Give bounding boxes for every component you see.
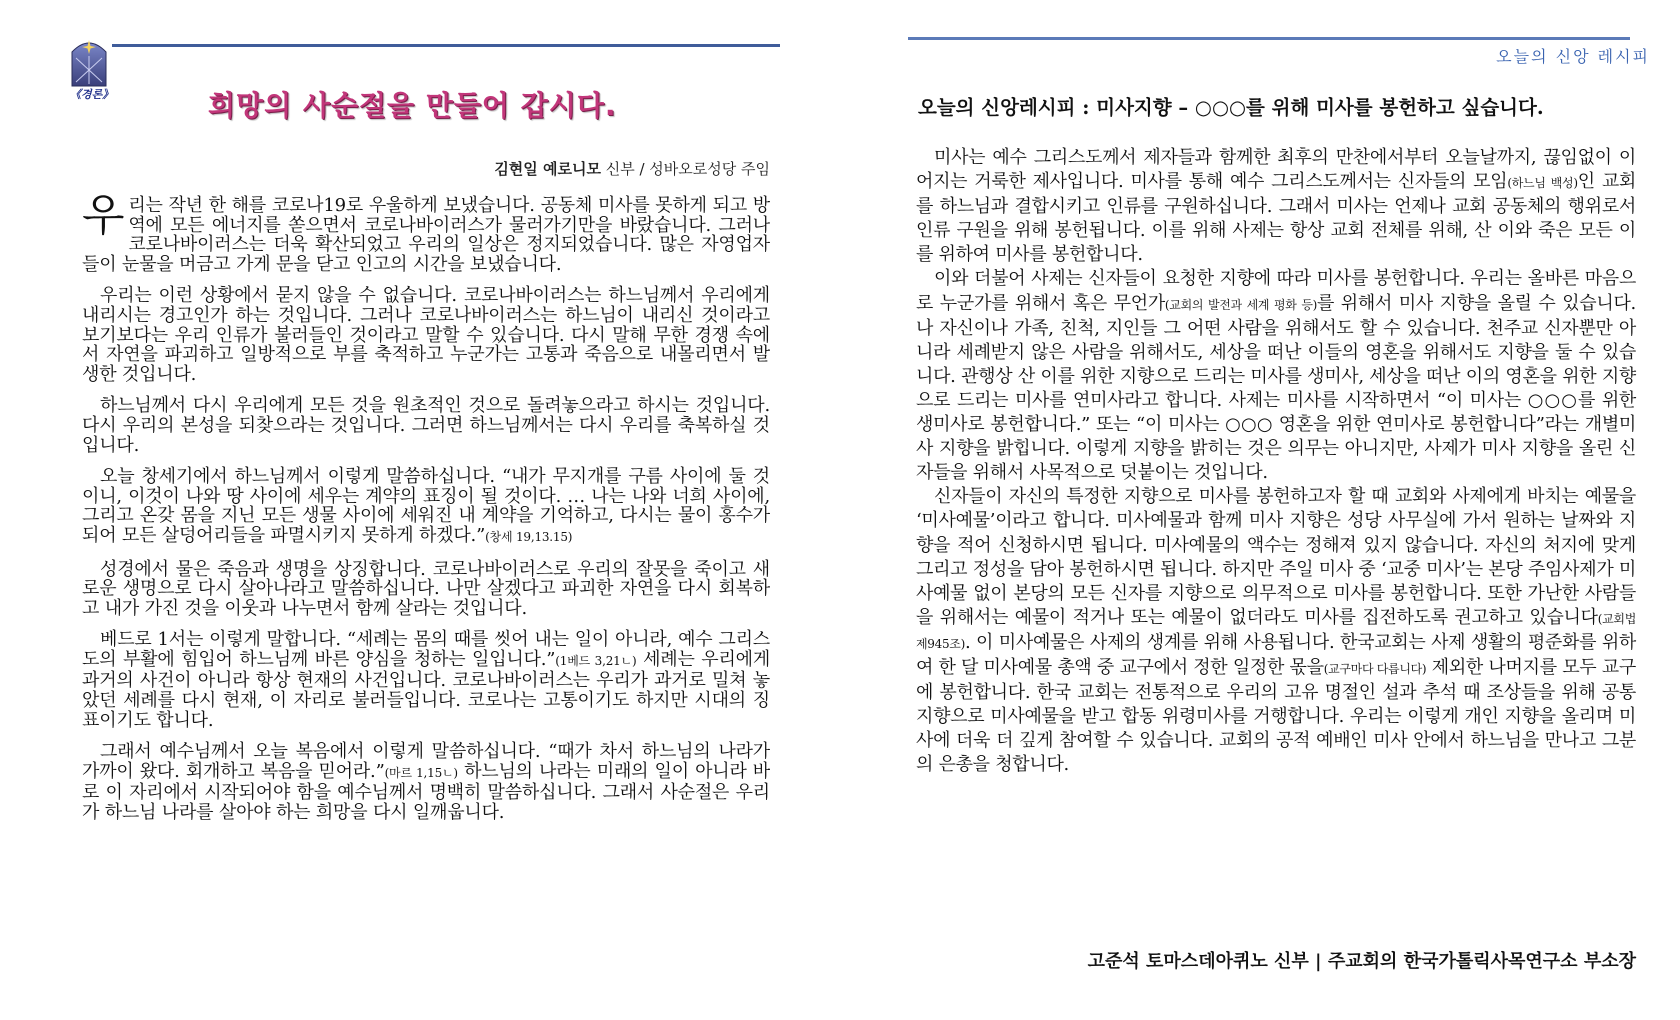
logo-caption: 《경론》 xyxy=(70,88,114,101)
paragraph: 하느님께서 다시 우리에게 모든 것을 원초적인 것으로 돌려놓으라고 하시는 것입니다. 다시 우리의 본성을 되찾으라는 것입니다. 그러면 하느님께서는 다시 우리를 축복하실 것입니다. xyxy=(82,395,770,456)
author-role: 신부 / 성바오로성당 주임 xyxy=(600,160,770,178)
paragraph-text: 이와 더불어 사제는 신자들이 요청한 지향에 따라 미사를 봉헌합니다. 우리는 올바른 마음으로 누군가를 위해서 혹은 무언가 xyxy=(916,268,1636,314)
inline-note: (교회의 발전과 세계 평화 등) xyxy=(1164,297,1318,312)
column-title: 오늘의 신앙레시피 : 미사지향 – ○○○를 위해 미사를 봉헌하고 싶습니다. xyxy=(918,96,1544,119)
church-logo xyxy=(68,34,110,94)
paragraph-text: . 이 미사예물은 사제의 생계를 위해 사용됩니다. 한국교회는 사제 생활의 평준화를 위하여 한 달 미사예물 총액 중 교구에서 정한 일정한 몫을 xyxy=(916,631,1636,678)
paragraph xyxy=(916,267,1636,485)
paragraph-text: 베드로 1서는 이렇게 말합니다. “세례는 몸의 때를 씻어 내는 일이 아니라, 예수 그리스도의 부활에 힘입어 하느님께 바른 양심을 청하는 일입니다.” xyxy=(82,629,770,670)
paragraph-text: 를 위해서 미사 지향을 올릴 수 있습니다. 나 자신이나 가족, 친척, 지인들 그 어떤 사람을 위해서도 할 수 있습니다. 천주교 신자뿐만 아니라 세례받지 않은 사람을 위해서도, 세상을 떠난 이들의 영혼을 위해서도 지향을 둘 수 있습니다. 관행상 산 이를 위한 지향으로 드리는 미사를 생미사, 세상을 떠난 이의 영혼을 위한 지향으로 드리는 미사를 연미사라고 합니다. 사제는 미사를 시작하면서 “이 미사는 ○○○를 위한 생미사로 봉헌합니다.” 또는 “이 미사는 ○○○ 영혼을 위한 연미사로 봉헌합니다”라는 개별미사 지향을 밝힙니다. 이렇게 지향을 밝히는 것은 의무는 아니지만, 사제가 미사 지향을 올린 신자들을 위해서 사목적으로 덧붙이는 것입니다. xyxy=(916,292,1637,484)
header-rule xyxy=(908,37,1630,40)
paragraph-text: 리는 작년 한 해를 코로나19로 우울하게 보냈습니다. 공동체 미사를 못하게 되고 방역에 모든 에너지를 쏟으면서 코로나바이러스가 물러가기만을 바랐습니다. 그러나 코로나바이러스는 더욱 확산되었고 우리의 일상은 정지되었습니다. 많은 자영업자들이 눈물을 머금고 가게 문을 닫고 인고의 시간을 보냈습니다. xyxy=(82,195,770,275)
scripture-reference: (마르 1,15ㄴ) xyxy=(384,765,458,780)
paragraph-text: 신자들이 자신의 특정한 지향으로 미사를 봉헌하고자 할 때 교회와 사제에게 바치는 예물을 ‘미사예물’이라고 합니다. 미사예물과 함께 미사 지향은 성당 사무실에 가서 원하는 날짜와 지향을 적어 신청하시면 됩니다. 미사예물의 액수는 정해져 있지 않습니다. 자신의 처지에 맞게 그리고 정성을 담아 봉헌하시면 됩니다. 하지만 주일 미사 중 ‘교중 미사’는 본당 주임사제가 미사예물 없이 본당의 모든 신자를 지향으로 의무적으로 미사를 봉헌합니다. 또한 가난한 사람들을 위해서는 예물이 적거나 또는 예물이 없더라도 미사를 집전하도록 권고하고 있습니다 xyxy=(916,486,1636,628)
column-author: 고준석 토마스데아퀴노 신부 | 주교회의 한국가톨릭사목연구소 부소장 xyxy=(1087,951,1636,972)
header-rule xyxy=(112,44,780,47)
paragraph-text: 세례는 우리에게 과거의 사건이 아니라 항상 현재의 사건입니다. 코로나바이러스는 우리가 과거로 밀쳐 놓았던 세례를 다시 현재, 이 자리로 불러들입니다. 코로나는 고통이기도 하지만 시대의 징표이기도 합니다. xyxy=(82,648,771,731)
paragraph xyxy=(82,190,770,275)
scripture-reference: (1베드 3,21ㄴ) xyxy=(555,653,637,668)
paragraph xyxy=(82,742,770,822)
paragraph-text: 미사는 예수 그리스도께서 제자들과 함께한 최후의 만찬에서부터 오늘날까지, 끊임없이 이어지는 거룩한 제사입니다. 미사를 통해 예수 그리스도께서는 신자들의 모임 xyxy=(916,147,1636,193)
paragraph: 성경에서 물은 죽음과 생명을 상징합니다. 코로나바이러스로 우리의 잘못을 죽이고 새로운 생명으로 다시 살아나라고 말씀하십니다. 나만 살겠다고 파괴한 자연을 다시 회복하고 내가 가진 것을 이웃과 나누면서 함께 살라는 것입니다. xyxy=(82,558,770,619)
running-head: 오늘의 신앙 레시피 xyxy=(1496,47,1650,66)
paragraph xyxy=(916,146,1636,267)
author-name: 김현일 예로니모 xyxy=(494,160,601,178)
paragraph xyxy=(82,467,770,547)
inline-note: (교구마다 다릅니다) xyxy=(1323,661,1427,676)
paragraph: 우리는 이런 상황에서 묻지 않을 수 없습니다. 코로나바이러스는 하느님께서 우리에게 내리시는 경고인가 하는 것입니다. 그러나 코로나바이러스는 하느님이 내리신 것이라고 보기보다는 우리 인류가 불러들인 것이라고 말할 수 있습니다. 다시 말해 무한 경쟁 속에서 자연을 파괴하고 일방적으로 부를 축적하고 누군가는 고통과 죽음으로 내몰리면서 발생한 것입니다. xyxy=(82,285,770,385)
inline-note: (교회법 제945조) xyxy=(916,611,1636,651)
article-title: 희망의 사순절을 만들어 갑시다. xyxy=(208,89,617,122)
paragraph-text: 그래서 예수님께서 오늘 복음에서 이렇게 말씀하십니다. “때가 차서 하느님의 나라가 가까이 왔다. 회개하고 복음을 믿어라.” xyxy=(82,741,770,782)
byline xyxy=(270,158,770,179)
right-page xyxy=(800,0,1680,1020)
paragraph xyxy=(82,630,770,730)
paragraph-text: 하느님의 나라는 미래의 일이 아니라 바로 이 자리에서 시작되어야 함을 예수님께서 명백히 말씀하십니다. 그래서 사순절은 우리가 하느님 나라를 살아야 하는 희망을 다시 일깨웁니다. xyxy=(82,760,770,824)
column-body xyxy=(916,146,1636,777)
scripture-reference: (창세 19,13.15) xyxy=(485,529,573,544)
paragraph-text: 제외한 나머지를 모두 교구에 봉헌합니다. 한국 교회는 전통적으로 우리의 고유 명절인 설과 추석 때 조상들을 위해 공통 지향으로 미사예물을 받고 합동 위령미사를 거행합니다. 우리는 이렇게 개인 지향을 올리며 미사에 더욱 더 깊게 참여할 수 있습니다. 교회의 공적 예배인 미사 안에서 하느님을 만나고 그분의 은총을 청합니다. xyxy=(916,656,1636,776)
paragraph-text: 인 교회를 하느님과 결합시키고 인류를 구원하십니다. 그래서 미사는 언제나 교회 공동체의 행위로서 인류 구원을 위해 봉헌됩니다. 이를 위해 사제는 항상 교회 전체를 위해, 산 이와 죽은 모든 이를 위하여 미사를 봉헌합니다. xyxy=(916,171,1636,266)
paragraph xyxy=(916,485,1636,777)
paragraph-text: 오늘 창세기에서 하느님께서 이렇게 말씀하십니다. “내가 무지개를 구름 사이에 둘 것이니, 이것이 나와 땅 사이에 세우는 계약의 표징이 될 것이다. … 나는 나와 너희 사이에, 그리고 온갖 몸을 지닌 모든 생물 사이에 세워진 내 계약을 기억하고, 다시는 물이 홍수가 되어 모든 살덩어리들을 파멸시키지 못하게 하겠다.” xyxy=(82,466,770,546)
drop-cap: 우 xyxy=(82,190,125,241)
left-page xyxy=(0,0,800,1020)
article-body xyxy=(82,190,771,835)
inline-note: (하느님 백성) xyxy=(1507,176,1578,191)
